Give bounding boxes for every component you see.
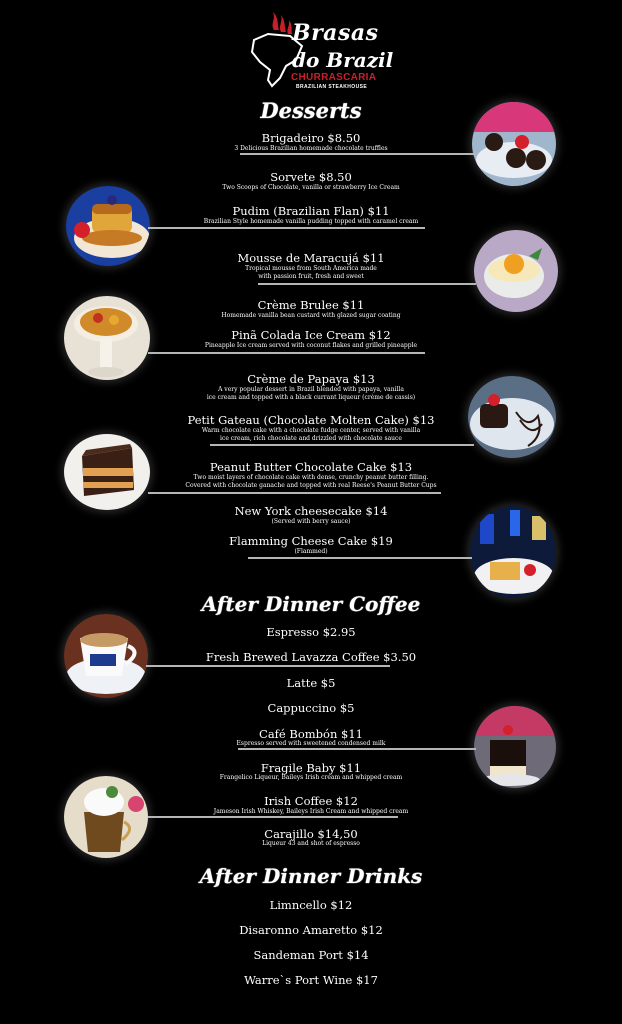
menu-item-name: Irish Coffee $12 xyxy=(264,794,358,808)
menu-item-desc: Brazilian Style homemade vanilla pudding topped with caramel cream xyxy=(203,218,419,225)
section-title-drinks: After Dinner Drinks xyxy=(199,864,423,888)
section-title-coffee: After Dinner Coffee xyxy=(201,592,421,616)
menu-item-name: Latte $5 xyxy=(286,676,336,690)
menu-item-name: New York cheesecake $14 xyxy=(234,504,388,518)
menu-item-desc: 3 Delicious Brazilian homemade chocolate truffles xyxy=(234,145,388,152)
divider xyxy=(210,444,474,446)
menu-item-name: Sandeman Port $14 xyxy=(253,948,369,962)
menu-item-name: Sorvete $8.50 xyxy=(270,170,352,184)
menu-item-desc: ice cream, rich chocolate and drizzled with chocolate sauce xyxy=(220,435,402,442)
menu-item-name: Limncello $12 xyxy=(269,898,353,912)
menu-item-desc: Jameson Irish Whiskey, Baileys Irish Cream and whipped cream xyxy=(213,808,409,815)
menu-item-desc: (Served with berry sauce) xyxy=(271,518,351,525)
menu-item-desc: Frangelico Liqueur, Baileys Irish cream and whipped cream xyxy=(219,774,403,781)
divider xyxy=(240,153,478,155)
divider xyxy=(248,557,472,559)
menu-item-desc: Liqueur 43 and shot of espresso xyxy=(262,840,360,847)
menu-item-desc: ice cream and topped with a black currant liqueur (crème de cassis) xyxy=(206,394,416,401)
divider xyxy=(148,816,398,818)
menu-item-desc: Tropical mousse from South America made xyxy=(245,265,377,272)
divider xyxy=(148,492,441,494)
menu-item-name: Peanut Butter Chocolate Cake $13 xyxy=(209,460,413,474)
divider xyxy=(258,283,476,285)
menu-item-desc: Homemade vanilla bean custard with glazed sugar coating xyxy=(221,312,401,319)
brand-subtitle: CHURRASCARIA xyxy=(291,72,377,83)
menu-item-name: Espresso $2.95 xyxy=(266,625,356,639)
menu-item-desc: with passion fruit, fresh and sweet xyxy=(258,273,364,280)
menu-item-name: Flamming Cheese Cake $19 xyxy=(229,534,393,548)
menu-item-desc: Warm chocolate cake with a chocolate fudge center, served with vanilla xyxy=(201,427,421,434)
menu-item-name: Brigadeiro $8.50 xyxy=(261,131,361,145)
menu-item-desc: Espresso served with sweetened condensed milk xyxy=(236,740,386,747)
menu-item-name: Petit Gateau (Chocolate Molten Cake) $13 xyxy=(187,413,435,427)
divider xyxy=(238,748,476,750)
brand-name-line1: Brasas xyxy=(292,20,379,46)
brand-name-line2: do Brazil xyxy=(292,48,394,72)
menu-item-desc: Covered with chocolate ganache and topped with real Reese's Peanut Butter Cups xyxy=(185,482,437,489)
menu-item-desc: Pineapple Ice cream served with coconut flakes and grilled pineapple xyxy=(204,342,418,349)
restaurant-logo xyxy=(0,6,622,90)
menu-item-name: Pudim (Brazilian Flan) $11 xyxy=(232,204,390,218)
section-title-desserts: Desserts xyxy=(260,98,362,123)
menu-item-desc: A very popular dessert in Brazil blended with papaya, vanilla xyxy=(218,386,404,393)
menu-item-name: Crème de Papaya $13 xyxy=(247,372,375,386)
menu-item-name: Warre`s Port Wine $17 xyxy=(244,973,378,987)
menu-item-desc: Two moist layers of chocolate cake with dense, crunchy peanut butter filling. xyxy=(193,474,429,481)
menu-item-name: Fragile Baby $11 xyxy=(260,761,362,775)
menu-item-desc: Two Scoops of Chocolate, vanilla or strawberry Ice Cream xyxy=(222,184,400,191)
menu-item-name: Crème Brulee $11 xyxy=(257,298,365,312)
divider xyxy=(146,665,390,667)
brand-tagline: BRAZILIAN STEAKHOUSE xyxy=(296,84,368,90)
menu-item-name: Café Bombón $11 xyxy=(259,727,363,741)
menu-item-name: Cappuccino $5 xyxy=(267,701,355,715)
divider xyxy=(148,227,425,229)
menu-item-name: Disaronno Amaretto $12 xyxy=(239,923,383,937)
menu-item-name: Pinã Colada Ice Cream $12 xyxy=(231,328,391,342)
menu-item-name: Fresh Brewed Lavazza Coffee $3.50 xyxy=(205,650,417,664)
menu-item-desc: (Flammed) xyxy=(294,548,328,555)
menu-item-name: Carajillo $14,50 xyxy=(264,827,358,841)
menu-item-name: Mousse de Maracujá $11 xyxy=(237,251,385,265)
divider xyxy=(148,352,425,354)
